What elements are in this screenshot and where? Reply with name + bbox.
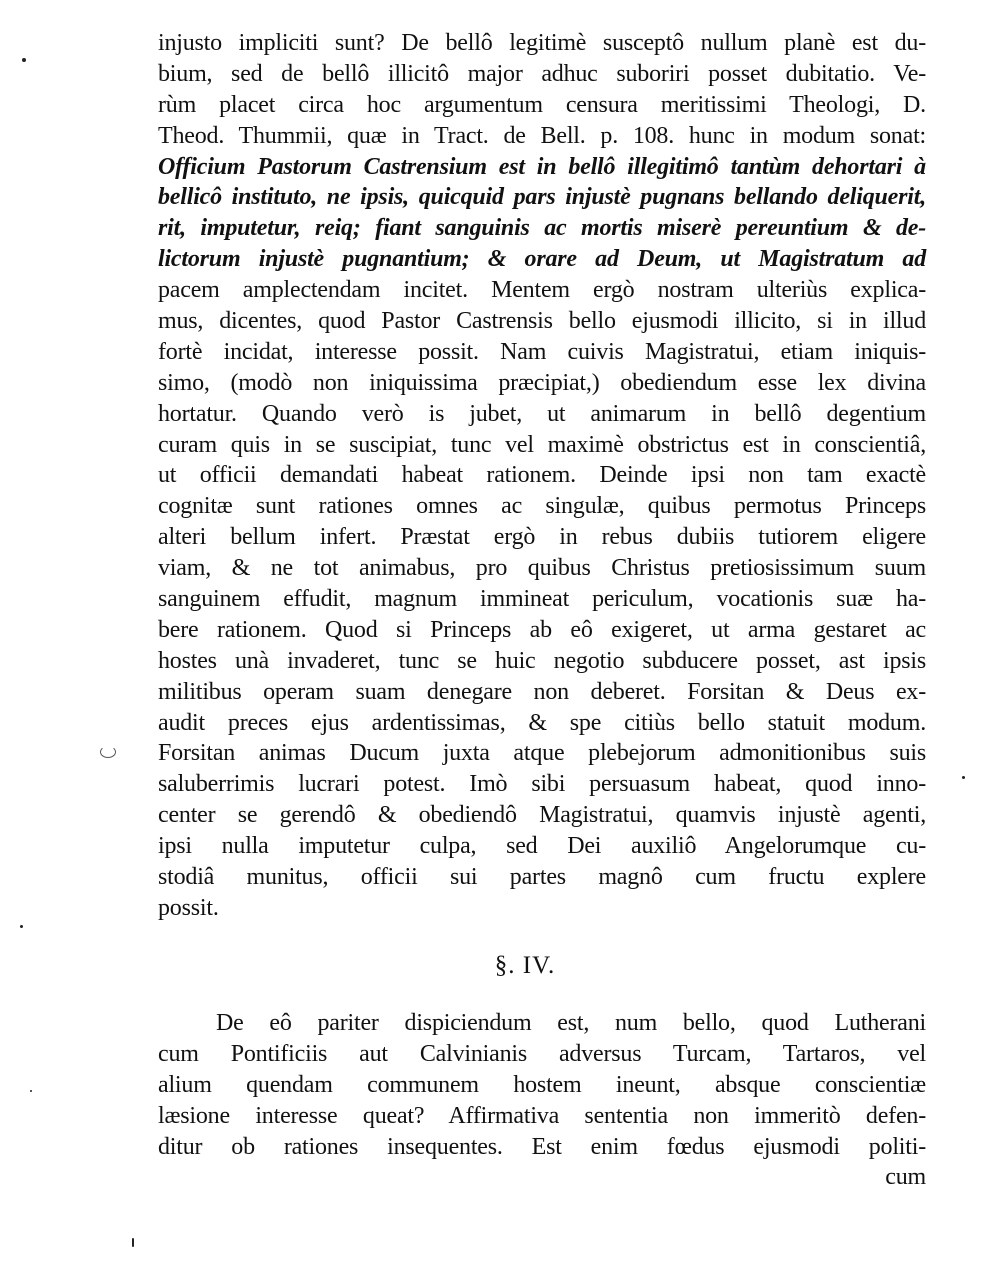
text-line: injusto impliciti sunt? De bellô legitimè susceptô nullum planè est du-	[158, 30, 926, 56]
text-line-italic: bellicô instituto, ne ipsis, quicquid pars injustè pugnans bellando deliquerit,	[158, 184, 926, 211]
text-line: militibus operam suam denegare non deberet. Forsitan & Deus ex-	[158, 678, 926, 705]
text-line: possit.	[158, 894, 219, 921]
text-line-italic: lictorum injustè pugnantium; & orare ad Deum, ut Magistratum ad	[158, 246, 926, 273]
text-line: mus, dicentes, quod Pastor Castrensis bello ejusmodi illicito, si in illud	[158, 308, 926, 335]
text-line: læsione interesse queat? Affirmativa sententia non immeritò defen-	[158, 1102, 926, 1129]
text-line: Theod. Thummii, quæ in Tract. de Bell. p. 108. hunc in modum sonat:	[158, 122, 926, 149]
text-line: alteri bellum infert. Præstat ergò in rebus dubiis tutiorem eligere	[158, 524, 926, 551]
text-line: fortè incidat, interesse possit. Nam cuivis Magistratui, etiam iniquis-	[158, 338, 926, 365]
scan-speck	[30, 1090, 32, 1092]
text-line: pacem amplectendam incitet. Mentem ergò nostram ulteriùs explica-	[158, 277, 926, 304]
text-line-italic: Officium Pastorum Castrensium est in bellô illegitimô tantùm dehortari à	[158, 153, 926, 180]
text-line: sanguinem effudit, magnum immineat periculum, vocationis suæ ha-	[158, 586, 926, 613]
margin-mark	[100, 746, 116, 758]
scan-speck	[20, 925, 23, 928]
scan-speck	[132, 1238, 134, 1247]
text-line: alium quendam communem hostem ineunt, absque conscientiæ	[158, 1071, 926, 1098]
text-line: viam, & ne tot animabus, pro quibus Christus pretiosissimum suum	[158, 555, 926, 582]
text-line: rùm placet circa hoc argumentum censura meritissimi Theologi, D.	[158, 91, 926, 118]
text-line: ditur ob rationes insequentes. Est enim fœdus ejusmodi politi-	[158, 1133, 926, 1160]
text-line: cognitæ sunt rationes omnes ac singulæ, quibus permotus Princeps	[158, 493, 926, 520]
text-line: center se gerendô & obediendô Magistratui, quamvis injustè agenti,	[158, 802, 926, 829]
text-line: bium, sed de bellô illicitô major adhuc suboriri posset dubitatio. Ve-	[158, 60, 926, 87]
text-line: stodiâ munitus, officii sui partes magnô cum fructu explere	[158, 864, 926, 891]
text-line: ut officii demandati habeat rationem. Deinde ipsi non tam exactè	[158, 462, 926, 489]
text-line: cum Pontificiis aut Calvinianis adversus Turcam, Tartaros, vel	[158, 1040, 926, 1067]
text-line: De eô pariter dispiciendum est, num bello, quod Lutherani	[216, 1010, 926, 1036]
text-line: Forsitan animas Ducum juxta atque plebejorum admonitionibus suis	[158, 740, 926, 767]
text-line: simo, (modò non iniquissima præcipiat,) obediendum esse lex divina	[158, 369, 926, 396]
section-heading: §. IV.	[494, 952, 556, 979]
paragraph-1	[158, 28, 926, 924]
scan-speck	[22, 58, 26, 62]
paragraph-2	[158, 1008, 926, 1193]
text-line: saluberrimis lucrari potest. Imò sibi persuasum habeat, quod inno-	[158, 771, 926, 798]
text-line: curam quis in se suscipiat, tunc vel maximè obstrictus est in conscientiâ,	[158, 431, 926, 458]
scan-speck	[962, 776, 965, 779]
text-line: ipsi nulla imputetur culpa, sed Dei auxiliô Angelorumque cu-	[158, 833, 926, 860]
text-line: audit preces ejus ardentissimas, & spe citiùs bello statuit modum.	[158, 709, 926, 736]
text-line: hostes unà invaderet, tunc se huic negotio subducere posset, ast ipsis	[158, 647, 926, 674]
text-line: bere rationem. Quod si Princeps ab eô exigeret, ut arma gestaret ac	[158, 616, 926, 643]
text-line: hortatur. Quando verò is jubet, ut animarum in bellô degentium	[158, 400, 926, 427]
catchword: cum	[885, 1164, 926, 1191]
text-line-italic: rit, imputetur, reiq; fiant sanguinis ac mortis miserè pereuntium & de-	[158, 215, 926, 242]
